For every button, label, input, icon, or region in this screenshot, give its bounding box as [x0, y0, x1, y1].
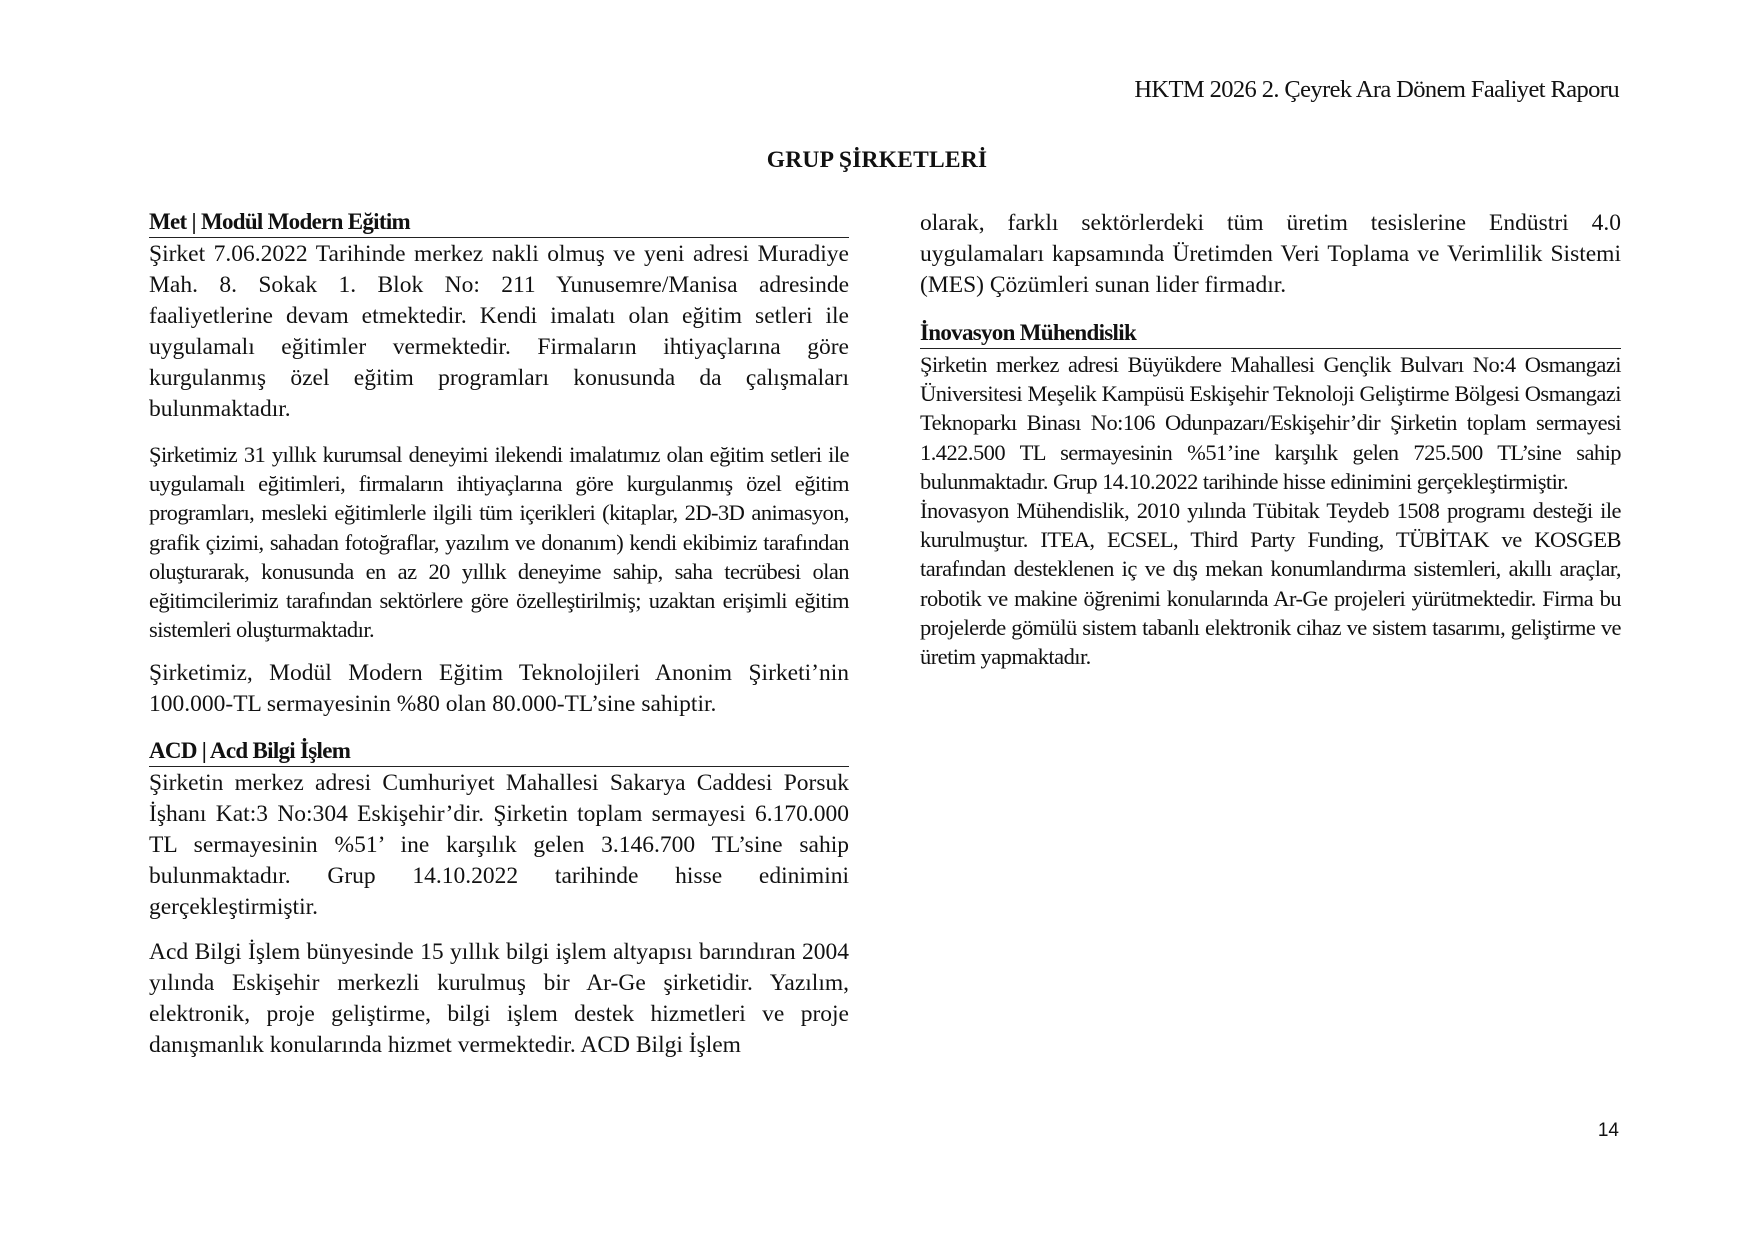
running-header: HKTM 2026 2. Çeyrek Ara Dönem Faaliyet Raporu [1134, 76, 1619, 103]
acd-paragraph-continued: olarak, farklı sektörlerdeki tüm üretim tesislerine Endüstri 4.0 uygulamaları kapsamında Üretimden Veri Toplama ve Verimlilik Sistemi (MES) Çözümleri sunan lider firmadır. [920, 210, 1621, 298]
acd-paragraph-2: Acd Bilgi İşlem bünyesinde 15 yıllık bilgi işlem altyapısı barındıran 2004 yılında Eskişehir merkezli kurulmuş bir Ar-Ge şirketidir. Yazılım, elektronik, proje geliştirme, bilgi işlem destek hizmetleri ve proje danışmanlık konularında hizmet vermektedir. ACD Bilgi İşlem [149, 939, 849, 1059]
right-column [920, 208, 1621, 671]
section-heading-met: Met | Modül Modern Eğitim [149, 208, 849, 238]
inovasyon-paragraph-1: Şirketin merkez adresi Büyükdere Mahallesi Gençlik Bulvarı No:4 Osmangazi Üniversitesi Meşelik Kampüsü Eskişehir Teknoloji Geliştirme Bölgesi Osmangazi Teknoparkı Binası No:106 Odunpazarı/Eskişehir’dir Şirketin toplam sermayesi 1.422.500 TL sermayesinin %51’ine karşılık gelen 725.500 TL’sine sahip bulunmaktadır. Grup 14.10.2022 tarihinde hisse edinimini gerçekleştirmiştir. [920, 352, 1621, 494]
met-paragraph-3: Şirketimiz, Modül Modern Eğitim Teknolojileri Anonim Şirketi’nin 100.000-TL sermayesinin %80 olan 80.000-TL’sine sahiptir. [149, 660, 849, 718]
section-heading-inovasyon: İnovasyon Mühendislik [920, 319, 1621, 349]
section-heading-acd: ACD | Acd Bilgi İşlem [149, 737, 849, 767]
page-number: 14 [1597, 1120, 1619, 1141]
inovasyon-paragraph-2: İnovasyon Mühendislik, 2010 yılında Tübitak Teydeb 1508 programı desteği ile kurulmuştur. ITEA, ECSEL, Third Party Funding, TÜBİTAK ve KOSGEB tarafından desteklenen iç ve dış mekan konumlandırma sistemleri, akıllı araçlar, robotik ve makine öğrenimi konularında Ar-Ge projeleri yürütmektedir. Firma bu projelerde gömülü sistem tabanlı elektronik cihaz ve sistem tasarımı, geliştirme ve üretim yapmaktadır. [920, 498, 1621, 670]
left-column [149, 208, 849, 1061]
page-title: GRUP ŞİRKETLERİ [766, 147, 988, 173]
met-paragraph-1: Şirket 7.06.2022 Tarihinde merkez nakli olmuş ve yeni adresi Muradiye Mah. 8. Sokak 1. Blok No: 211 Yunusemre/Manisa adresinde faaliyetlerine devam etmektedir. Kendi imalatı olan eğitim setleri ile uygulamalı eğitimler vermektedir. Firmaların ihtiyaçlarına göre kurgulanmış özel eğitim programları konusunda da çalışmaları bulunmaktadır. [149, 241, 849, 422]
met-paragraph-2: Şirketimiz 31 yıllık kurumsal deneyimi ilekendi imalatımız olan eğitim setleri ile uygulamalı eğitimleri, firmaların ihtiyaçlarına göre kurgulanmış özel eğitim programları, mesleki eğitimlerle ilgili tüm içerikleri (kitaplar, 2D-3D animasyon, grafik çizimi, sahadan fotoğraflar, yazılım ve donanım) kendi ekibimiz tarafından oluşturarak, konusunda en az 20 yıllık deneyime sahip, saha tecrübesi olan eğitimcilerimiz tarafından sektörlere göre özelleştirilmiş; uzaktan erişimli eğitim sistemleri oluşturmaktadır. [149, 442, 849, 643]
acd-paragraph-1: Şirketin merkez adresi Cumhuriyet Mahallesi Sakarya Caddesi Porsuk İşhanı Kat:3 No:304 Eskişehir’dir. Şirketin toplam sermayesi 6.170.000 TL sermayesinin %51’ ine karşılık gelen 3.146.700 TL’sine sahip bulunmaktadır. Grup 14.10.2022 tarihinde hisse edinimini gerçekleştirmiştir. [149, 770, 849, 921]
